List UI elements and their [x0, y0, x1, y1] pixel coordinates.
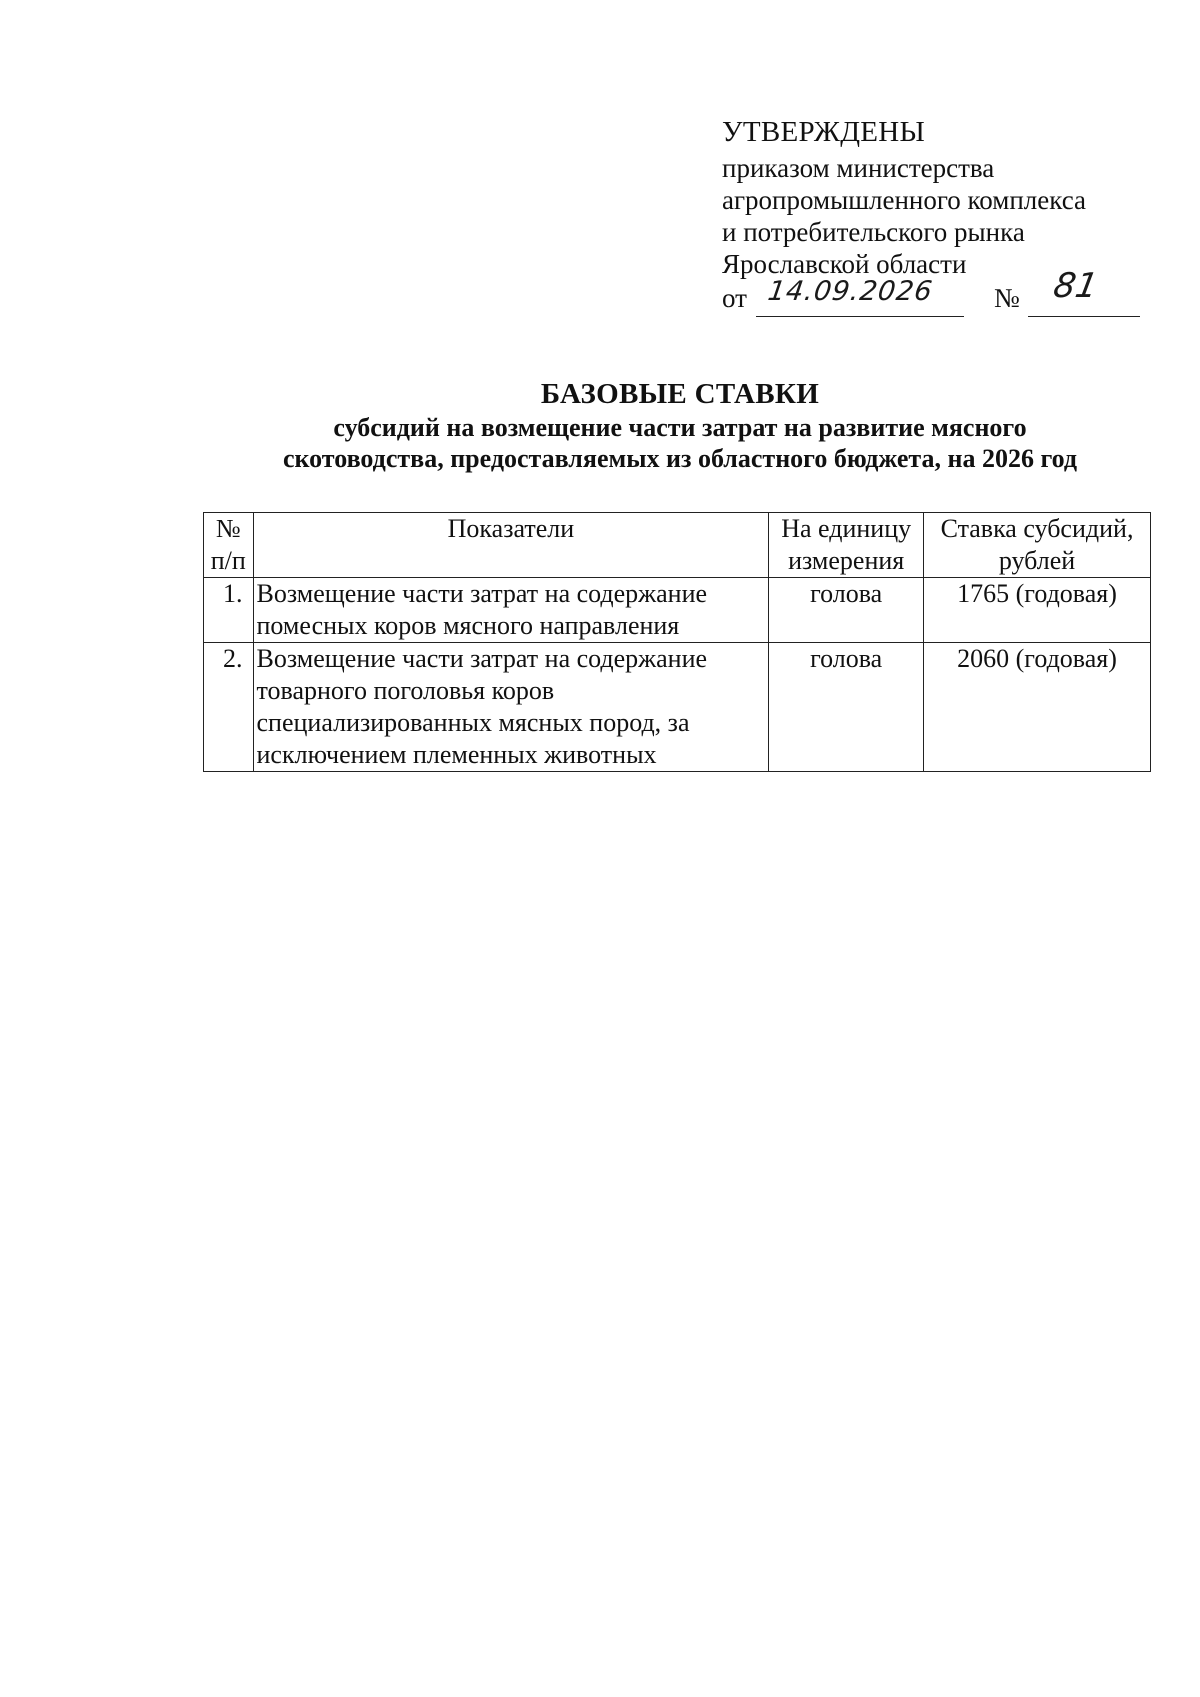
- header-rate: Ставка субсидий, рублей: [924, 513, 1151, 578]
- order-date-field: [756, 276, 964, 317]
- approval-block: [722, 112, 1142, 320]
- approval-line: агропромышленного комплекса: [722, 185, 1086, 215]
- approval-line: приказом министерства: [722, 153, 995, 183]
- order-number-handwritten: 81: [1050, 266, 1101, 306]
- row-rate: 1765 (годовая): [924, 578, 1151, 643]
- from-label: от: [722, 283, 747, 313]
- row-unit: голова: [769, 578, 924, 643]
- order-date-number-line: [722, 266, 1142, 320]
- row-rate: 2060 (годовая): [924, 643, 1151, 772]
- document-title: БАЗОВЫЕ СТАВКИ: [540, 378, 820, 410]
- order-number-field: [1028, 266, 1140, 317]
- row-unit: голова: [769, 643, 924, 772]
- row-indicator: Возмещение части затрат на содержание товарного поголовья коров специализированных мясных пород, за исключением племенных животных: [253, 643, 769, 772]
- approval-title: УТВЕРЖДЕНЫ: [722, 116, 926, 148]
- rates-table: [203, 512, 1151, 772]
- document-heading: [200, 376, 1160, 474]
- table-row: [204, 578, 1151, 643]
- row-num: 1.: [204, 578, 254, 643]
- document-subtitle-line: скотоводства, предоставляемых из областного бюджета, на 2026 год: [282, 444, 1078, 473]
- row-num: 2.: [204, 643, 254, 772]
- approval-line: Ярославской области: [722, 249, 967, 279]
- header-num: № п/п: [204, 513, 254, 578]
- header-unit: На единицу измерения: [769, 513, 924, 578]
- order-date-handwritten: 14.09.2026: [765, 276, 935, 307]
- row-indicator: Возмещение части затрат на содержание помесных коров мясного направления: [253, 578, 769, 643]
- number-label: №: [994, 283, 1020, 313]
- table-header-row: [204, 513, 1151, 578]
- document-subtitle-line: субсидий на возмещение части затрат на развитие мясного: [333, 413, 1027, 442]
- table-row: [204, 643, 1151, 772]
- approval-line: и потребительского рынка: [722, 217, 1025, 247]
- header-indicators: Показатели: [253, 513, 769, 578]
